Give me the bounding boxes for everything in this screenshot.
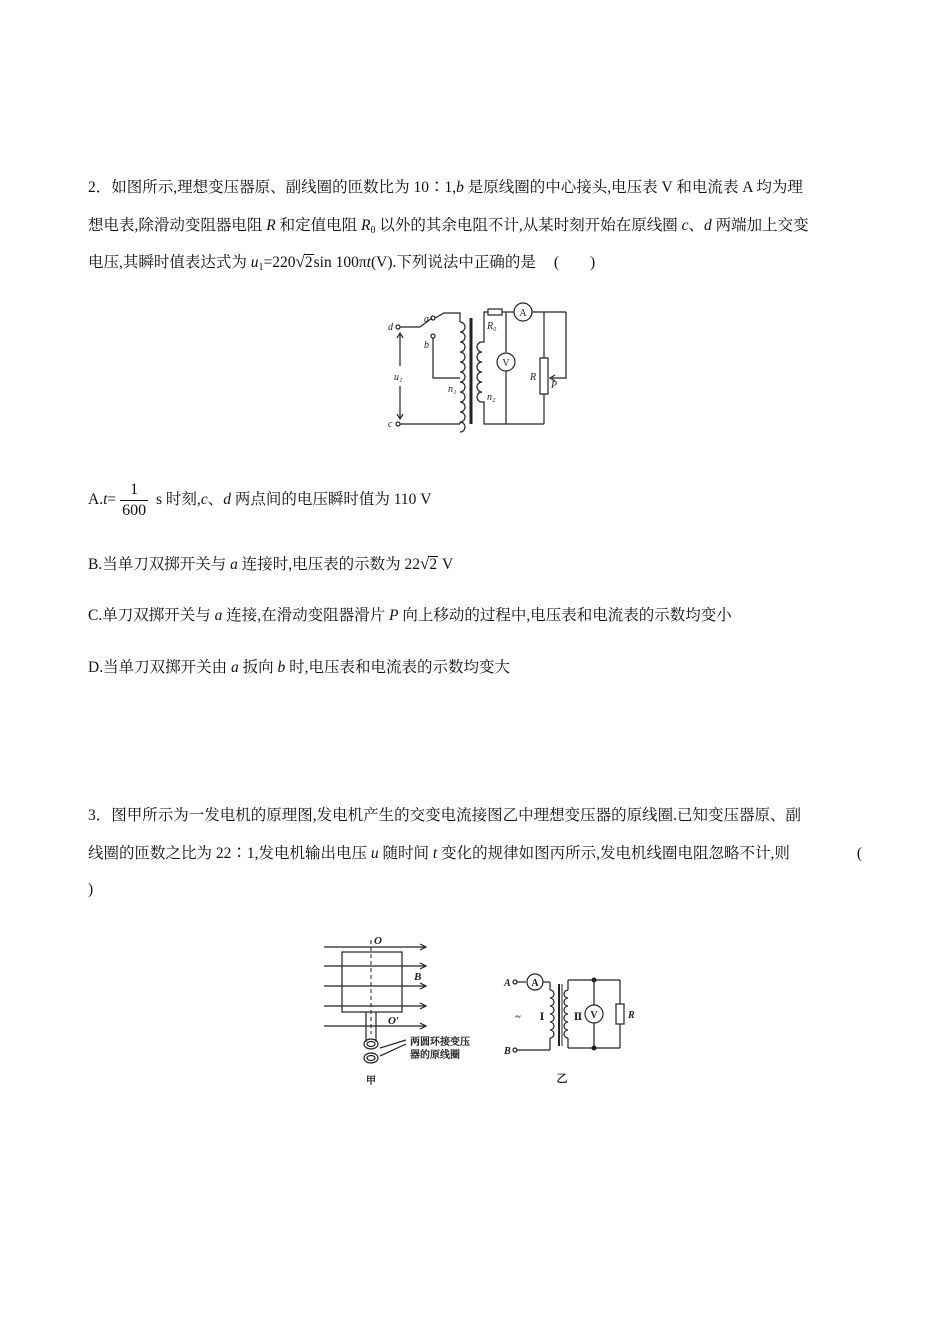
q2-line1: 2．如图所示,理想变压器原、副线圈的匝数比为 10∶1,b 是原线圈的中心接头,电压表 V 和电流表 A 均为理 <box>88 179 803 196</box>
q3-line2: 线圈的匝数之比为 22∶1,发电机输出电压 u 随时间 t 变化的规律如图丙所示,发电机线圈电阻忽略不计,则 ( <box>88 845 862 862</box>
rings-note-2: 器的原线圈 <box>410 1050 460 1061</box>
label-n1: n₁ <box>448 384 457 395</box>
option-C: C.单刀双掷开关与 a 连接,在滑动变阻器滑片 P 向上移动的过程中,电压表和电流表的示数均变小 <box>88 607 732 624</box>
option-D: D.当单刀双掷开关由 a 扳向 b 时,电压表和电流表的示数均变大 <box>88 659 510 676</box>
q2-circuit-diagram <box>380 300 580 435</box>
q2-number: 2． <box>88 179 112 196</box>
label-b: b <box>424 340 429 351</box>
label-O: O <box>374 935 382 947</box>
label-O-prime: O′ <box>388 1015 400 1027</box>
option-B: B.当单刀双掷开关与 a 连接时,电压表的示数为 22√2 V <box>88 554 454 573</box>
sqrt-symbol: √2 <box>295 252 313 271</box>
label-d: d <box>388 322 393 333</box>
ac-source-symbol: ~ <box>515 1012 521 1023</box>
label-R0: R₀ <box>487 321 497 332</box>
q2-line3: 电压,其瞬时值表达式为 $u_1=220√2\sin$ 100πt(V).下列说法中正确的是 ( ) <box>88 252 596 273</box>
generator-diagram <box>318 934 488 1094</box>
caption-jia: 甲 <box>366 1076 376 1087</box>
secondary-label: Ⅱ <box>573 1012 583 1023</box>
q3-line3: ) <box>88 881 94 898</box>
q3-line1: 3．图甲所示为一发电机的原理图,发电机产生的交变电流接图乙中理想变压器的原线圈.已知变压器原、副 <box>88 807 802 824</box>
q3-number: 3． <box>88 807 112 824</box>
label-P: P <box>551 380 558 391</box>
fraction: $\frac{1}{600}$ <box>122 481 147 519</box>
label-n2: n₂ <box>487 392 496 403</box>
terminal-A: A <box>504 978 511 989</box>
caption-yi: 乙 <box>556 1073 568 1085</box>
label-R: R <box>530 372 537 383</box>
rings-note-1: 两圆环接变压 <box>410 1037 470 1048</box>
label-a: a <box>424 314 429 325</box>
transformer-diagram <box>502 968 642 1088</box>
label-u1: u₁ <box>394 372 403 383</box>
option-A: A.t= $\frac{1}{600}$ s 时刻,c、d 两点间的电压瞬时值为 110 V <box>88 481 432 519</box>
label-B-field: B <box>414 971 422 983</box>
primary-label: Ⅰ <box>539 1012 545 1023</box>
answer-bracket: ( ) <box>553 254 596 271</box>
voltmeter-symbol: V <box>590 1010 598 1021</box>
ammeter-symbol: A <box>531 978 539 989</box>
terminal-B: B <box>504 1046 511 1057</box>
resistor-R: R <box>628 1010 635 1021</box>
voltmeter-label: V <box>502 358 510 369</box>
label-c: c <box>388 419 393 430</box>
q2-line2: 想电表,除滑动变阻器电阻 R 和定值电阻 $R_0$ 以外的其余电阻不计,从某时刻开始在原线圈 c、d 两端加上交变 <box>88 217 809 236</box>
sqrt-symbol: √2 <box>419 554 438 573</box>
ammeter-label: A <box>519 308 527 319</box>
